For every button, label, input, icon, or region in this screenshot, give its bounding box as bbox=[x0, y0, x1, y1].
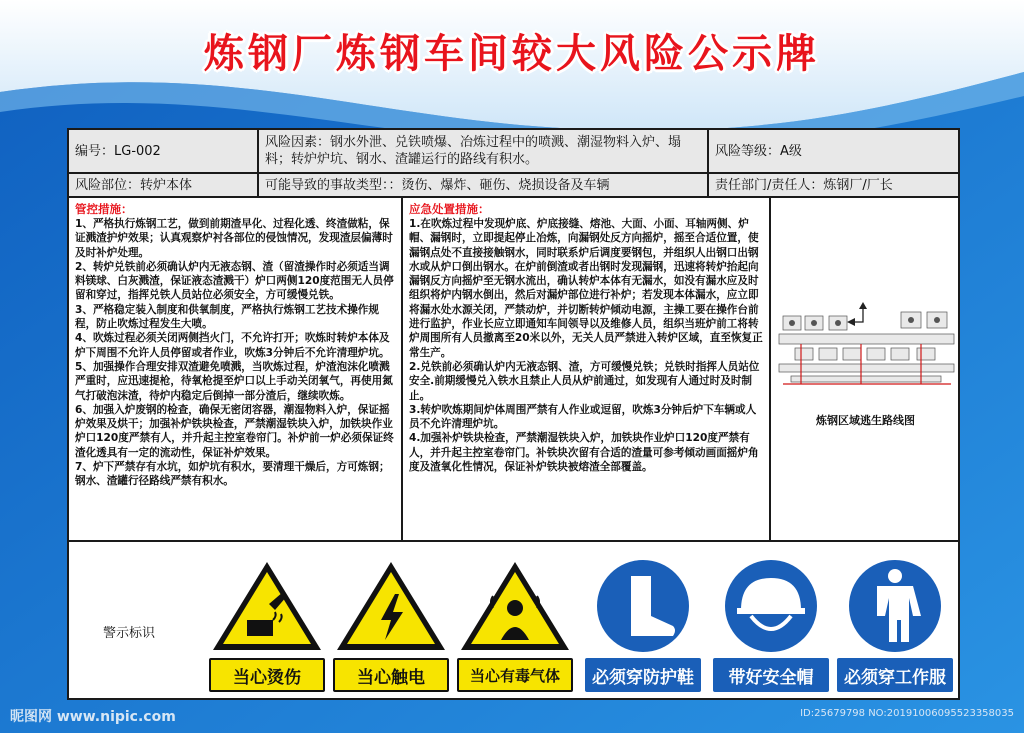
sign-toxic-gas bbox=[453, 556, 577, 696]
sign-protective-boots bbox=[581, 556, 705, 696]
toxic-gas-warning-icon bbox=[453, 556, 577, 654]
warning-label: 警示标识 bbox=[103, 626, 156, 641]
sign-burn bbox=[205, 556, 329, 696]
protective-boot-icon bbox=[581, 556, 705, 654]
risk-level-label: 风险等级：A级 bbox=[715, 143, 802, 159]
control-item: 4、吹炼过程必须关闭两侧挡火门，不允许打开；吹炼时转炉本体及炉下周围不允许人员停留或者作业，吹炼3分钟后不允许清理炉坑。 bbox=[75, 332, 390, 359]
sign-label: 带好安全帽 bbox=[713, 658, 829, 692]
page-title: 炼钢厂炼钢车间较大风险公示牌 bbox=[204, 31, 820, 77]
code-label: 编号：LG-002 bbox=[75, 143, 161, 159]
sign-label: 必须穿防护鞋 bbox=[585, 658, 701, 692]
control-title: 管控措施： bbox=[75, 202, 133, 216]
risk-factors-cell bbox=[259, 130, 709, 174]
control-list bbox=[75, 217, 396, 489]
risk-level-cell bbox=[709, 130, 958, 174]
safety-helmet-icon bbox=[709, 556, 833, 654]
electric-warning-icon bbox=[329, 556, 453, 654]
sign-label: 当心烫伤 bbox=[209, 658, 325, 692]
risk-board bbox=[67, 128, 960, 700]
control-item: 3、严格稳定装入制度和供氧制度，严格执行炼钢工艺技术操作规程，防止吹炼过程发生大喷。 bbox=[75, 303, 379, 331]
risk-factors-label: 风险因素：钢水外泄、兑铁喷爆、冶炼过程中的喷溅、潮湿物料入炉、塌料；转炉炉坑、钢水、渣罐运行的路线有积水。 bbox=[265, 135, 682, 167]
escape-route-map bbox=[771, 198, 960, 540]
burn-warning-icon bbox=[205, 556, 329, 654]
emergency-measures bbox=[403, 198, 771, 540]
emergency-item: 2.兑铁前必须确认炉内无液态钢、渣，方可缓慢兑铁；兑铁时指挥人员站位安全.前期缓慢兑入铁水且禁止人员从炉前通过，如发现有人通过时及时制止。 bbox=[409, 360, 760, 402]
emergency-item: 3.转炉吹炼期间炉体周围严禁有人作业或逗留，吹炼3分钟后炉下车辆或人员不允许清理炉坑。 bbox=[409, 403, 757, 431]
responsible-label: 责任部门/责任人：炼钢厂/厂长 bbox=[715, 177, 893, 193]
control-measures bbox=[69, 198, 403, 540]
control-item: 7、炉下严禁存有水坑，如炉坑有积水，要清理干燥后，方可炼钢；钢水、渣罐行径路线严禁有积水。 bbox=[75, 461, 390, 488]
responsible-cell bbox=[709, 174, 958, 198]
control-item: 2、转炉兑铁前必须确认炉内无液态钢、渣（留渣操作时必须适当调料镁球、白灰溅渣，保证液态渣溅干）炉口两侧120度范围无人员停留和穿过，指挥兑铁人员站位必须安全，方可缓慢兑铁。 bbox=[75, 260, 394, 302]
code-cell bbox=[69, 130, 259, 174]
sign-work-clothes bbox=[833, 556, 957, 696]
map-caption: 炼钢区域逃生路线图 bbox=[816, 414, 915, 427]
risk-location-cell bbox=[69, 174, 259, 198]
sign-label: 必须穿工作服 bbox=[837, 658, 953, 692]
sign-label: 当心触电 bbox=[333, 658, 449, 692]
emergency-list bbox=[409, 217, 764, 474]
sign-electric bbox=[329, 556, 453, 696]
sign-label: 当心有毒气体 bbox=[457, 658, 573, 692]
accident-type-cell bbox=[259, 174, 709, 198]
escape-route-diagram bbox=[771, 198, 960, 408]
sign-safety-helmet bbox=[709, 556, 833, 696]
risk-location-label: 风险部位：转炉本体 bbox=[75, 177, 193, 193]
watermark-left: 昵图网 www.nipic.com bbox=[10, 709, 176, 725]
emergency-title: 应急处置措施： bbox=[409, 202, 490, 216]
control-item: 1、严格执行炼钢工艺，做到前期渣早化、过程化透、终渣做粘，保证溅渣护炉效果；认真观察炉衬各部位的侵蚀情况，发现渣层偏薄时及时补炉处理。 bbox=[75, 218, 393, 259]
control-item: 6、加强入炉废钢的检查，确保无密闭容器，潮湿物料入炉，保证摇炉效果及烘干；加强补炉铁块检查，严禁潮湿铁块入炉，加铁块作业炉口120度严禁有人，并升起主控室卷帘门。补炉前一炉必须保证终渣化透具有一定的流动性，保证补炉效果。 bbox=[75, 403, 394, 459]
warning-signs-row bbox=[69, 540, 958, 698]
emergency-item: 4.加强补炉铁块检查，严禁潮湿铁块入炉，加铁块作业炉口120度严禁有人，并升起主控室卷帘门。补铁块次留有合适的渣量可参考倾动画面摇炉角度及渣氧化性情况，保证补炉铁块被熔渣全部覆盖。 bbox=[409, 432, 759, 474]
work-clothes-icon bbox=[833, 556, 957, 654]
watermark-right: ID:25679798 NO:20191006095523358035 bbox=[800, 708, 1014, 719]
control-item: 5、加强操作合理安排双渣避免喷溅，当吹炼过程，炉渣泡沫化喷溅严重时，应迅速提枪，待氧枪提至炉口以上手动关闭氧气，再使用氮气打破泡沫渣，待炉内稳定后倒掉一部分渣后，继续吹炼。 bbox=[75, 360, 393, 402]
accident-type-label: 可能导致的事故类型：：烫伤、爆炸、砸伤、烧损设备及车辆 bbox=[265, 177, 610, 193]
emergency-item: 1.在吹炼过程中发现炉底、炉底接缝、熔池、大面、小面、耳轴两侧、炉帽、漏钢时，立即提起停止冶炼，向漏钢处反方向摇炉，摇至合适位置，使漏钢点处不直接接触钢水，同时联系炉后调度要钢包，并组织人出钢口出钢水或从炉口倒出钢水。在炉前倒渣或者出钢时发现漏钢，迅速将转炉抬起向漏钢反方向摇炉至无钢水流出，确认转炉本体有无漏水，如没有漏水应及时组织将炉内钢水倒出，然后对漏炉部位进行补炉；若发现本体漏水，应立即将漏水处水源关闭，严禁动炉，并切断转炉倾动电源，主操工要在操作台前进行监护，作业长应立即通知车间领导以及维修人员，组织当班炉前工将转炉周围所有人员撤离至20米以外，无关人员严禁进入转炉区域，直至恢复正常生产。 bbox=[409, 218, 763, 359]
